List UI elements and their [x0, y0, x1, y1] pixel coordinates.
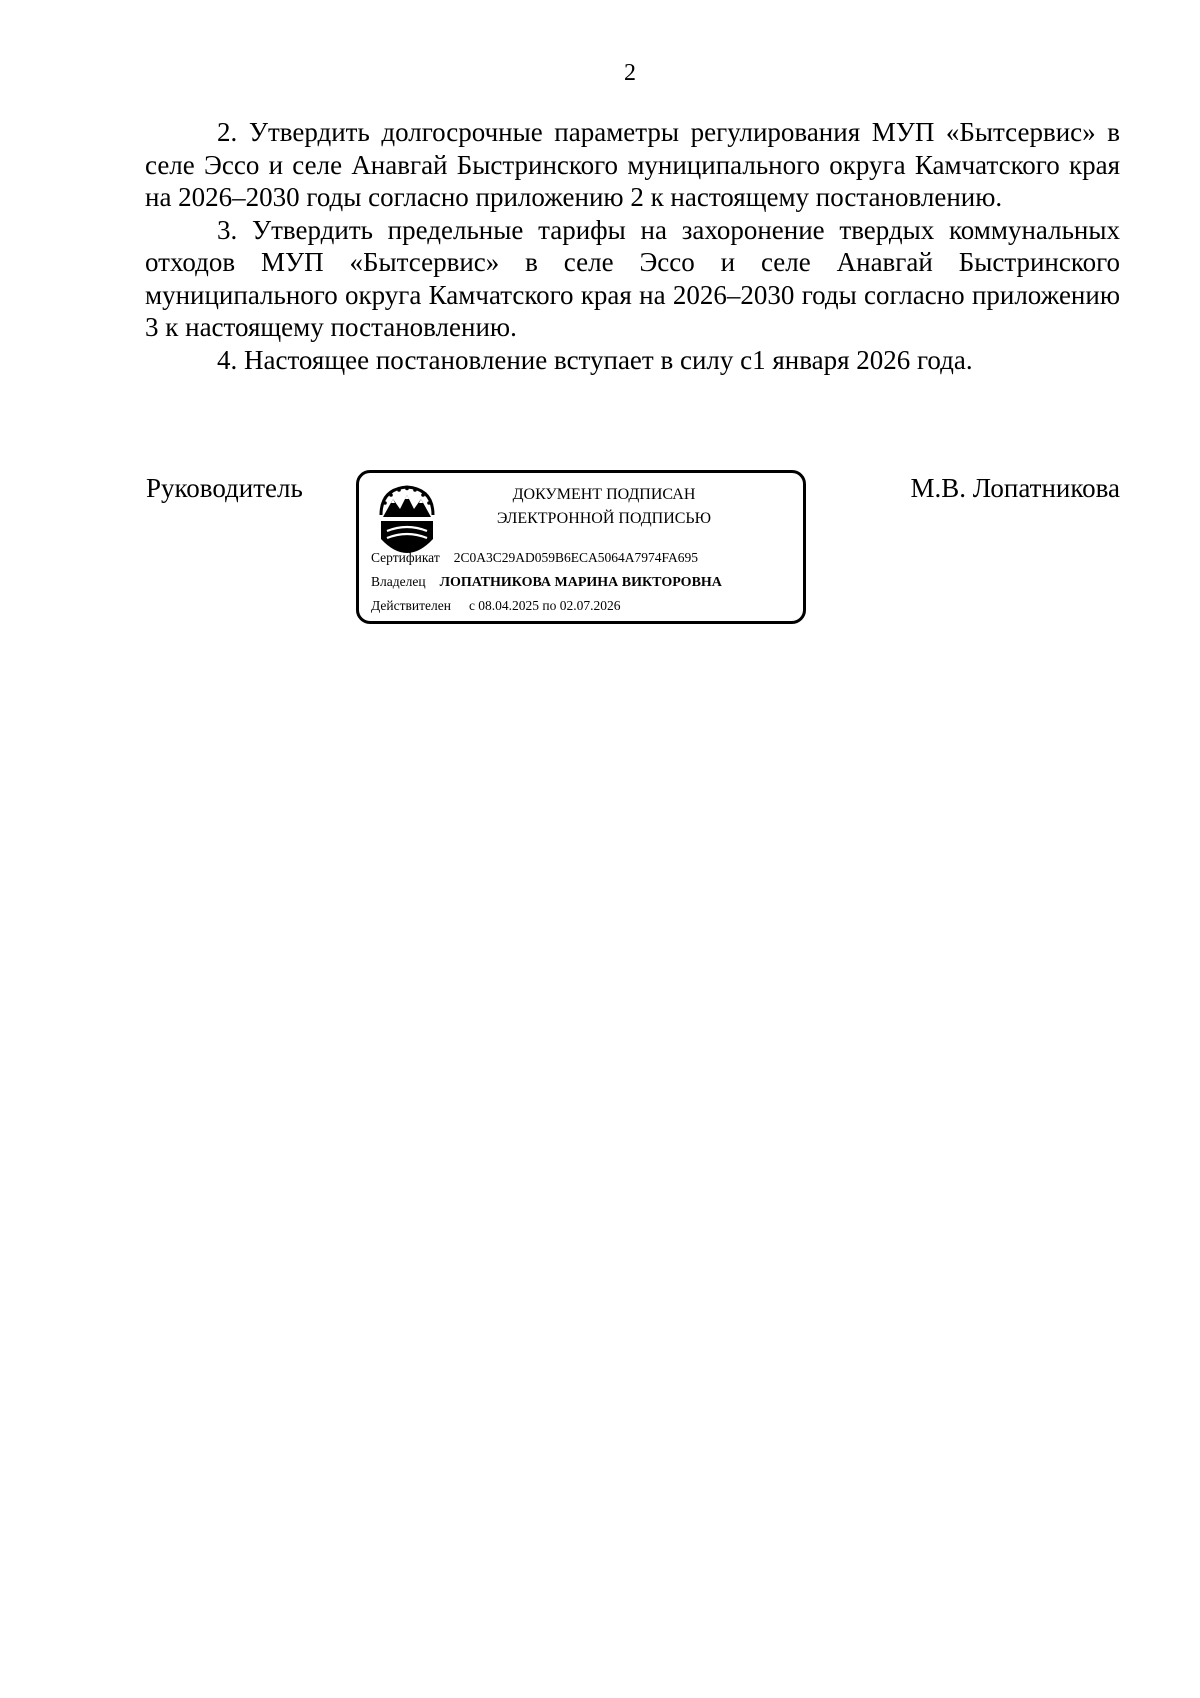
stamp-heading — [459, 483, 749, 531]
stamp-heading-line1: ДОКУМЕНТ ПОДПИСАН — [512, 486, 696, 503]
certificate-value: 2C0A3C29AD059B6ECA5064A7974FA695 — [453, 550, 698, 565]
signer-name: М.В. Лопатникова — [910, 473, 1120, 503]
document-body — [145, 116, 1120, 376]
validity-label: Действителен — [371, 598, 451, 613]
validity-value: с 08.04.2025 по 02.07.2026 — [468, 598, 621, 613]
page-number: 2 — [624, 60, 636, 86]
paragraph-item-3: 3. Утвердить предельные тарифы на захоронение твердых коммунальных отходов МУП «Бытсервис» в селе Эссо и селе Анавгай Быстринского муниципального округа Камчатского края на 2026–2030 годы согласно приложению 3 к настоящему постановлению. — [145, 214, 1120, 342]
certificate-label: Сертификат — [371, 550, 440, 565]
signature-block — [0, 470, 1200, 640]
kamchatka-coat-of-arms-icon — [373, 481, 441, 555]
owner-value: ЛОПАТНИКОВА МАРИНА ВИКТОРОВНА — [439, 575, 722, 590]
stamp-heading-line2: ЭЛЕКТРОННОЙ ПОДПИСЬЮ — [496, 510, 712, 527]
owner-label: Владелец — [371, 574, 426, 589]
stamp-owner-row — [371, 573, 722, 592]
electronic-signature-stamp — [356, 470, 806, 624]
signer-position: Руководитель — [146, 473, 303, 503]
paragraph-item-4: 4. Настоящее постановление вступает в силу с1 января 2026 года. — [217, 344, 973, 375]
stamp-validity-row — [371, 597, 621, 615]
paragraph-item-2: 2. Утвердить долгосрочные параметры регулирования МУП «Бытсервис» в селе Эссо и селе Анавгай Быстринского муниципального округа Камчатского края на 2026–2030 годы согласно приложению 2 к настоящему постановлению. — [145, 117, 1120, 212]
stamp-certificate-row — [371, 549, 698, 567]
